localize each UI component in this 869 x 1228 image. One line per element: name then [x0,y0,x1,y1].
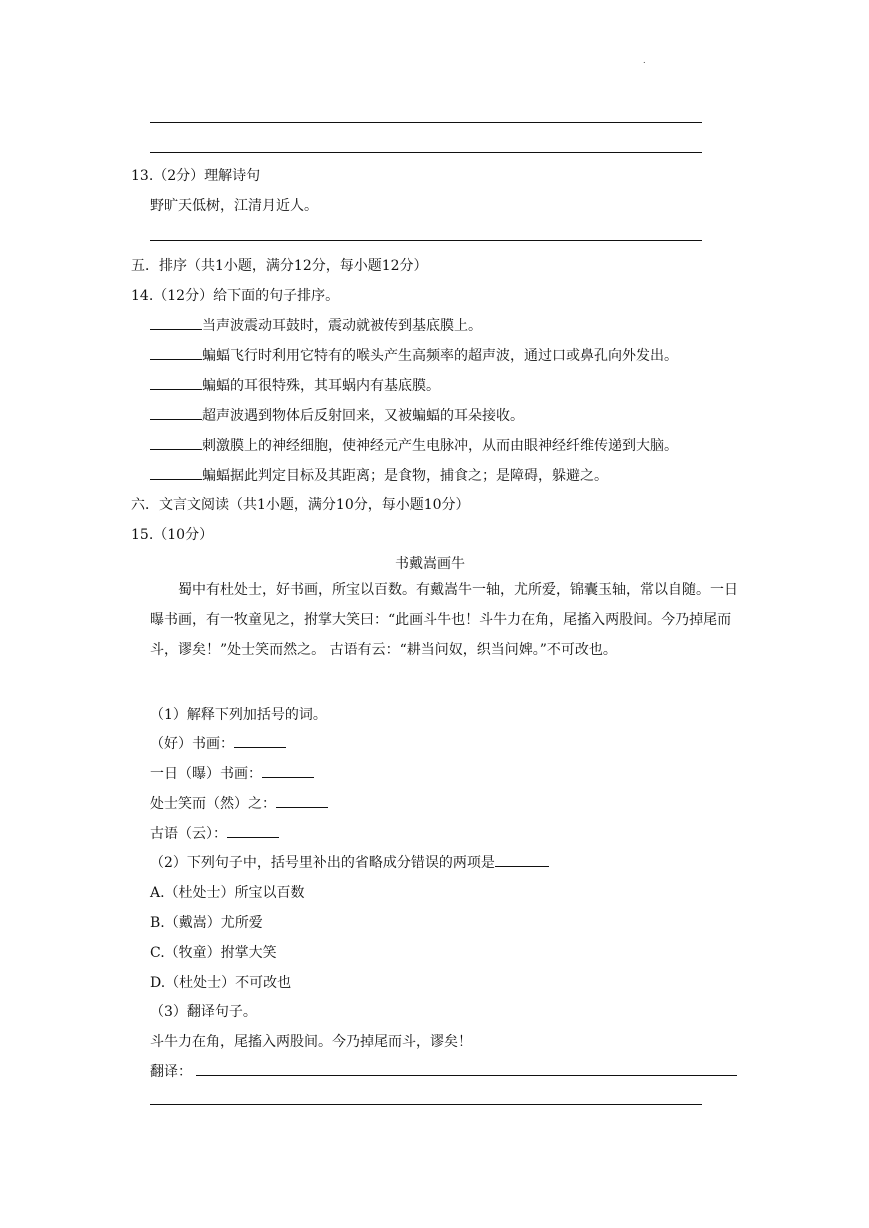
option-a: A.（杜处士）所宝以百数 [150,885,305,901]
question-13-heading: 13.（2分）理解诗句 [131,168,261,184]
sort-item [150,405,524,425]
section-6-heading: 六．文言文阅读（共1小题，满分10分，每小题10分） [131,497,470,513]
subquestion-2 [150,852,549,872]
sort-item-text: 当声波震动耳鼓时，震动就被传到基底膜上。 [202,318,482,334]
word-item-label: （好）书画： [150,736,234,752]
word-item [150,823,279,843]
sort-item [150,375,440,395]
word-item-label: 一日（曝）书画： [150,766,262,782]
word-item-label: 处士笑而（然）之： [150,796,276,812]
sort-item-text: 蝙蝠的耳很特殊，其耳蜗内有基底膜。 [202,378,440,394]
sort-blank[interactable] [150,375,202,390]
word-item [150,763,314,783]
sort-blank[interactable] [150,405,202,420]
answer-line[interactable] [150,152,702,153]
sort-item-text: 蝙蝠据此判定目标及其距离；是食物，捕食之；是障碍，躲避之。 [202,468,608,484]
section-5-heading: 五．排序（共1小题，满分12分，每小题12分） [131,258,428,274]
sort-item [150,465,608,485]
word-item-label: 古语（云）： [150,826,227,842]
option-d: D.（杜处士）不可改也 [150,975,292,991]
sort-blank[interactable] [150,435,202,450]
word-blank[interactable] [234,733,286,748]
answer-line[interactable] [150,122,702,123]
sort-blank[interactable] [150,345,202,360]
word-blank[interactable] [262,763,314,778]
sort-item-text: 刺激膜上的神经细胞，使神经元产生电脉冲，从而由眼神经纤维传递到大脑。 [202,438,678,454]
page-dot: . [643,56,646,65]
translate-sentence: 斗牛力在角，尾搐入两股间。今乃掉尾而斗，谬矣！ [150,1034,472,1050]
sort-item-text: 蝙蝠飞行时利用它特有的喉头产生高频率的超声波，通过口或鼻孔向外发出。 [202,348,678,364]
translate-label: 翻译： [150,1064,192,1080]
word-blank[interactable] [227,823,279,838]
translate-answer-line[interactable] [196,1075,737,1076]
question-14-heading: 14.（12分）给下面的句子排序。 [131,288,340,304]
subquestion-1: （1）解释下列加括号的词。 [150,707,327,723]
option-c: C.（牧童）拊掌大笑 [150,945,277,961]
word-item [150,793,328,813]
option-b: B.（戴嵩）尤所爱 [150,915,263,931]
passage-text: 蜀中有杜处士，好书画，所宝以百数。有戴嵩牛一轴，尤所爱，锦囊玉轴，常以自随。一日曝书画，有一牧童见之，拊掌大笑曰：“此画斗牛也！斗牛力在角，尾搐入两股间。今乃掉尾而斗，谬矣！”处士笑而然之。 古语有云：“耕当问奴，织当问婢。”不可改也。 [150,582,738,658]
word-blank[interactable] [276,793,328,808]
sort-item-text: 超声波遇到物体后反射回来，又被蝙蝠的耳朵接收。 [202,408,524,424]
sort-blank[interactable] [150,465,202,480]
word-item [150,733,286,753]
subquestion-2-blank[interactable] [495,852,549,867]
sort-item [150,435,678,455]
question-13-poem: 野旷天低树，江清月近人。 [150,198,318,214]
sort-blank[interactable] [150,315,202,330]
subquestion-2-text: （2）下列句子中，括号里补出的省略成分错误的两项是 [150,855,495,871]
sort-item [150,315,482,335]
sort-item [150,345,678,365]
question-15-heading: 15.（10分） [131,527,214,543]
passage-title: 书戴嵩画牛 [395,556,465,572]
translate-answer-line[interactable] [150,1104,702,1105]
subquestion-3: （3）翻译句子。 [150,1004,257,1020]
question-13-answer-line[interactable] [150,240,702,241]
